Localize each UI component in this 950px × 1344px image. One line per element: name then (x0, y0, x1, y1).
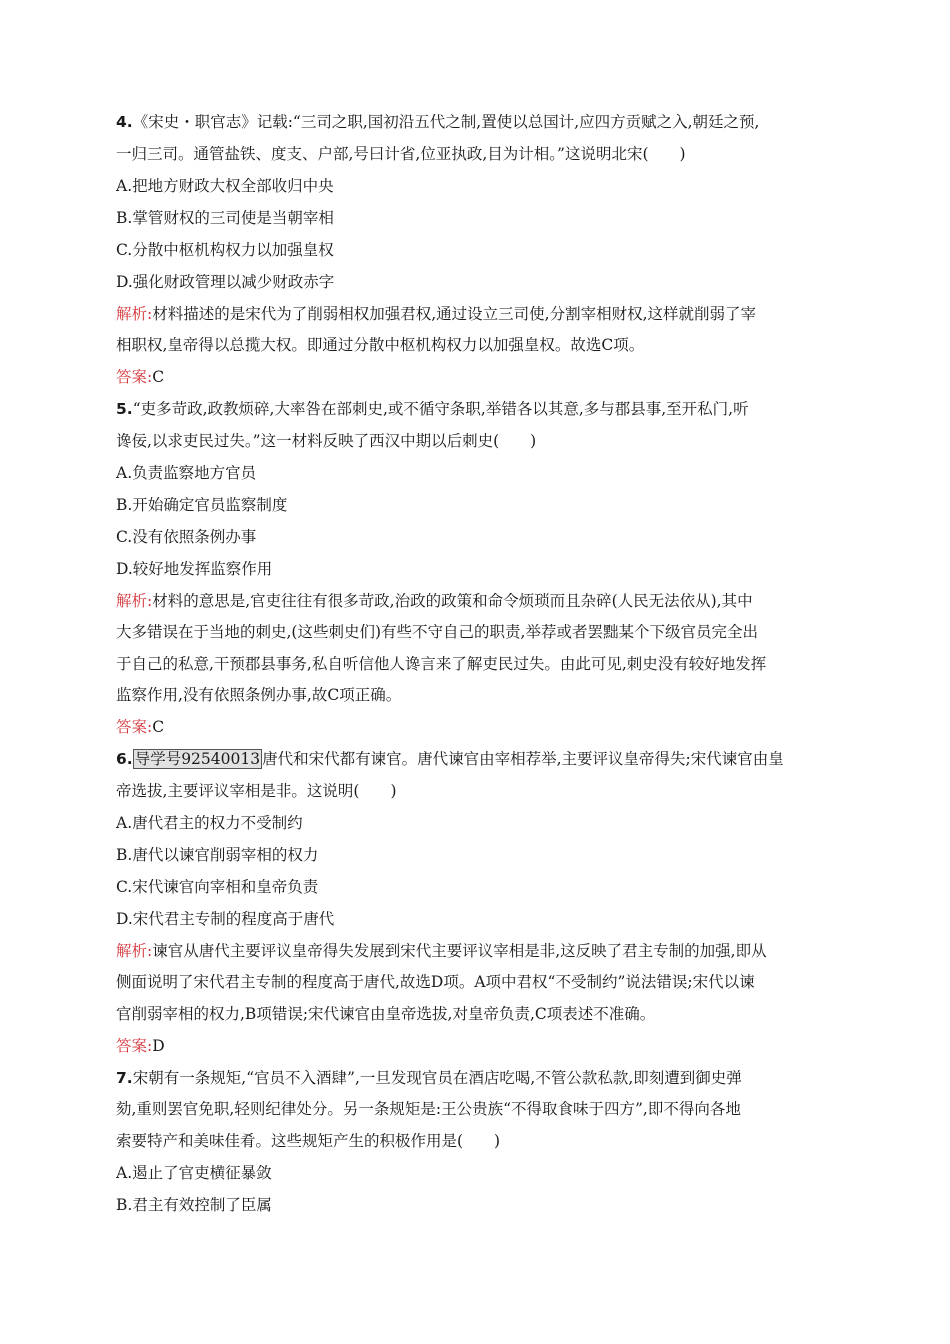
option-b: B.君主有效控制了臣属 (116, 1195, 272, 1214)
stem-line: 谗佞,以求吏民过失。”这一材料反映了西汉中期以后刺史( ) (116, 431, 537, 450)
stem-line: “吏多苛政,政教烦碎,大率咎在部刺史,或不循守条职,举错各以其意,多与郡县事,至开私门,听 (132, 400, 749, 418)
option-a: A.唐代君主的权力不受制约 (116, 813, 303, 832)
question-6 (116, 749, 836, 1056)
analysis-line: 侧面说明了宋代君主专制的程度高于唐代,故选D项。A项中君权“不受制约”说法错误;宋代以谏 (116, 973, 755, 991)
analysis-line: 官削弱宰相的权力,B项错误;宋代谏官由皇帝选拔,对皇帝负责,C项表述不准确。 (116, 1004, 656, 1023)
analysis-label: 解析: (116, 304, 153, 323)
question-number: 7. (116, 1068, 133, 1087)
option-b: B.开始确定官员监察制度 (116, 495, 288, 514)
guide-number-box: 导学号92540013 (134, 750, 261, 768)
analysis-line: 材料的意思是,官吏往往有很多苛政,治政的政策和命令烦琐而且杂碎(人民无法依从),其中 (152, 591, 753, 610)
option-b: B.掌管财权的三司使是当朝宰相 (116, 208, 334, 227)
option-d: D.较好地发挥监察作用 (116, 559, 273, 578)
answer (116, 367, 836, 387)
stem-line: 一归三司。通管盐铁、度支、户部,号曰计省,位亚执政,目为计相。”这说明北宋( ) (116, 144, 686, 163)
stem-line: 帝选拔,主要评议宰相是非。这说明( ) (116, 781, 397, 800)
question-stem (116, 1068, 836, 1151)
question-stem (116, 399, 836, 451)
analysis-line: 监察作用,没有依照条例办事,故C项正确。 (116, 686, 402, 704)
analysis-label: 解析: (116, 591, 153, 610)
answer-label: 答案: (116, 1036, 153, 1055)
answer-label: 答案: (116, 718, 153, 736)
stem-line: 劾,重则罢官免职,轻则纪律处分。另一条规矩是:王公贵族“不得取食味于四方”,即不得向各地 (116, 1100, 741, 1118)
analysis-line: 材料描述的是宋代为了削弱相权加强君权,通过设立三司使,分割宰相财权,这样就削弱了宰 (152, 304, 757, 323)
question-5 (116, 399, 836, 737)
question-number: 6. (116, 750, 133, 768)
question-stem (116, 112, 836, 164)
answer (116, 1036, 836, 1056)
answer-value: C (152, 368, 165, 386)
analysis (116, 941, 836, 1024)
option-c: C.分散中枢机构权力以加强皇权 (116, 240, 334, 259)
document-page (116, 112, 836, 1215)
analysis-line: 大多错误在于当地的刺史,(这些刺史们)有些不守自己的职责,举荐或者罢黜某个下级官员完全出 (116, 623, 758, 641)
question-number: 4. (116, 113, 133, 131)
option-a: A.遏止了官吏横征暴敛 (116, 1163, 272, 1182)
answer-label: 答案: (116, 368, 153, 386)
analysis-label: 解析: (116, 941, 153, 960)
question-number: 5. (116, 400, 133, 418)
stem-line: 《宋史・职官志》记载:“三司之职,国初沿五代之制,置使以总国计,应四方贡赋之入,朝廷之预, (132, 113, 760, 131)
option-b: B.唐代以谏官削弱宰相的权力 (116, 845, 319, 864)
question-stem (116, 749, 836, 801)
option-a: A.把地方财政大权全部收归中央 (116, 176, 334, 195)
analysis-line: 于自己的私意,干预郡县事务,私自听信他人谗言来了解吏民过失。由此可见,刺史没有较好地发挥 (116, 654, 767, 673)
stem-line: 唐代和宋代都有谏官。唐代谏官由宰相荐举,主要评议皇帝得失;宋代谏官由皇 (262, 750, 784, 768)
option-d: D.宋代君主专制的程度高于唐代 (116, 909, 335, 928)
answer-value: C (152, 718, 165, 736)
stem-line: 索要特产和美味佳肴。这些规矩产生的积极作用是( ) (116, 1131, 501, 1150)
answer-value: D (152, 1036, 165, 1055)
question-4 (116, 112, 836, 387)
analysis (116, 304, 836, 356)
analysis-line: 谏官从唐代主要评议皇帝得失发展到宋代主要评议宰相是非,这反映了君主专制的加强,即从 (152, 941, 767, 960)
stem-line: 宋朝有一条规矩,“官员不入酒肆”,一旦发现官员在酒店吃喝,不管公款私款,即刻遭到御史弹 (132, 1068, 742, 1087)
option-c: C.没有依照条例办事 (116, 527, 257, 546)
option-a: A.负责监察地方官员 (116, 463, 257, 482)
option-c: C.宋代谏官向宰相和皇帝负责 (116, 877, 319, 896)
option-d: D.强化财政管理以减少财政赤字 (116, 272, 335, 291)
analysis (116, 591, 836, 706)
question-7 (116, 1068, 836, 1215)
answer (116, 717, 836, 737)
analysis-line: 相职权,皇帝得以总揽大权。即通过分散中枢机构权力以加强皇权。故选C项。 (116, 336, 645, 354)
